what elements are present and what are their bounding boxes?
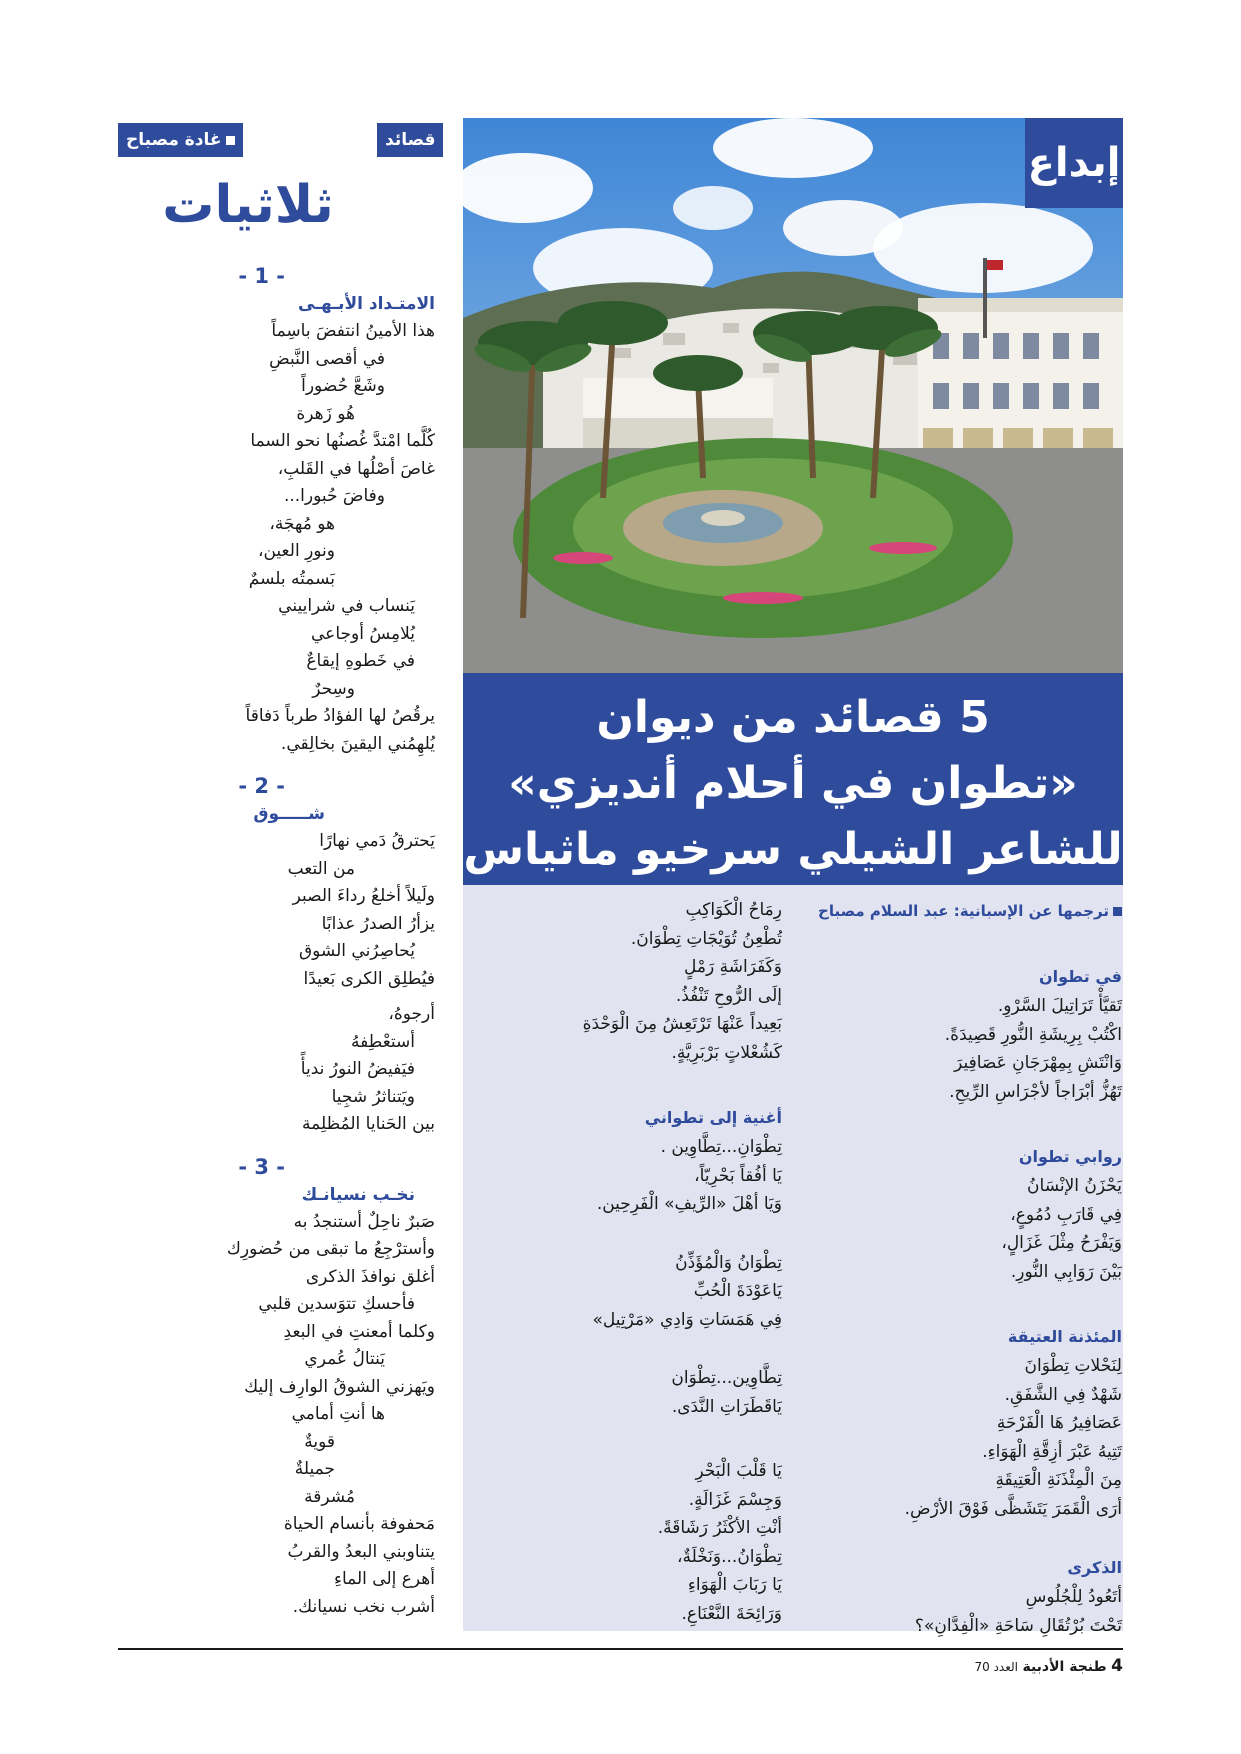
poem-line: يَا قَلْبَ الْبَحْرِ (695, 1461, 782, 1481)
poem-line: ونورِ العين، (258, 541, 335, 561)
poem-line: أهرع إلى الماءِ (334, 1569, 435, 1589)
poem-title: الامتـداد الأبـهـى (298, 294, 435, 314)
poem-line: كَشُعْلاتٍ بَرْبَرِيَّةٍ. (671, 1042, 782, 1063)
poem-line: تِطْوَانُ...وَنَخْلَةٌ، (676, 1546, 782, 1567)
poem-block (482, 896, 782, 1067)
poem-line: عَصَافِيرُ هَا الْفَرْحَةِ (996, 1413, 1122, 1433)
article-title-line-3: للشاعر الشيلي سرخيو ماثياس (463, 824, 1123, 875)
poem-number: - 1 - (238, 264, 285, 288)
poem-line: في خَطوهِ إيقاعٌ (306, 651, 415, 671)
poem-title: المئذنة العتيقة (1007, 1327, 1122, 1346)
poem-line: بَعِيداً عَنْهَا تَرْتَعِشُ مِنَ الْوَحْدَةِ (582, 1014, 782, 1034)
poem-line: أرجوهُ، (388, 1004, 435, 1024)
poem-title: روابي تطوان (1018, 1147, 1122, 1166)
poem-line: أشرب نخب نسيانك. (292, 1596, 435, 1617)
poem-line: تَتِيهُ عَبْرَ أزِقَّةِ الْهَوَاءِ. (982, 1441, 1122, 1462)
poem-line: ويَتناثرُ شجِيا (331, 1086, 415, 1107)
poem-line: تِطَّاوِين...تِطْوَان (671, 1368, 782, 1388)
poem-line: كُلَّما امْتدَّ غُصنُها نحو السما (250, 431, 435, 451)
poem-block (800, 962, 1122, 1106)
poem-line: شَهْدٌ فِي الشَّفَقِ. (1004, 1384, 1122, 1405)
poem-line: يُلهِمُني اليقينَ بخالِقي. (280, 733, 435, 754)
poem-line: فأحسكِ تتوَسدين قلبي (258, 1294, 415, 1314)
poem-line: اكْتُبْ بِرِيشَةِ النُّورِ قَصِيدَةً. (944, 1024, 1122, 1045)
poem-block (800, 1322, 1122, 1523)
poem-line: صَبرٌ ناحِلٌ أستنجدُ به (293, 1211, 435, 1232)
category-tag: قصائد (377, 123, 443, 157)
poem-line: بَسمتُه بلسمٌ (248, 568, 335, 589)
poem-line: ولَيلاً أخلعُ رداءَ الصبر (292, 886, 435, 906)
poem-line: يَحْزَنُ الإنْسَانُ (1027, 1176, 1122, 1196)
poem-line: يَا أفُقاً بَحْرِيّاً، (694, 1165, 782, 1186)
poem-line: وسِحرٌ (312, 678, 355, 699)
poem-line: إلَى الرُّوحِ تَنْفُذُ. (675, 985, 782, 1006)
article-title (463, 673, 1123, 885)
section-badge: إبداع (1025, 118, 1123, 208)
poem-block (482, 1364, 782, 1421)
poem-line: وأسترْجِعُ ما تبقى من حُضورِك (226, 1239, 435, 1259)
poem-title: في تطوان (1039, 967, 1122, 986)
article-title-line-2: «تطوان في أحلام أنديزي» (508, 758, 1078, 809)
poem-block (800, 1553, 1122, 1640)
poem-line: وَانْتَشِ بِمِهْرَجَانِ عَصَافِيرَ (954, 1053, 1122, 1073)
translated-poems-middle-column (482, 896, 782, 1628)
poem-line: وشَعَّ حُضوراً (301, 376, 385, 396)
poem-line: فِي قَارَبِ دُمُوعٍ، (1010, 1204, 1122, 1225)
author-tag: غادة مصباح (118, 123, 243, 157)
poem-line: يُلامِسُ أوجاعي (311, 623, 415, 644)
poem-line: يَنساب في شراييني (278, 596, 415, 616)
poem-line: أغلق نوافذَ الذكرى (305, 1266, 435, 1287)
poem-number: - 3 - (238, 1154, 285, 1179)
poem-line: أرَى الْقَمَرَ يَتَشَظَّى فَوْقَ الأرْضِ. (904, 1498, 1122, 1519)
poem-line: أنْتِ الأكْثَرُ رَشَاقَةً. (657, 1518, 782, 1538)
city-square-photo (463, 118, 1123, 673)
poem-line: رِمَاحُ الْكَوَاكِبِ (685, 900, 782, 920)
poem-line: يَاقَطَرَاتِ النَّدَى. (671, 1396, 782, 1417)
poem-line: يرقُصُ لها الفؤادُ طرباً دَفاقاً (245, 706, 435, 726)
poem-line: يَاعَوْدَةَ الْحُبِّ (693, 1281, 782, 1301)
poem-line: يَا رَبَابَ الْهَوَاءِ (687, 1575, 782, 1595)
poem-line: يَنتالُ عُمري (304, 1349, 385, 1369)
poem-title: شـــــوق (253, 804, 325, 824)
poem-line: ويَهزني الشوقُ الوارِف إليك (244, 1376, 435, 1397)
square-bullet-icon (226, 136, 235, 145)
poem-line: وَكَفَرَاشَةِ رَمْلٍ (684, 957, 782, 977)
poem-title: أغنية إلى تطواني (644, 1108, 782, 1127)
poem-line: غاصَ أصْلُها في القَلبِ، (277, 458, 435, 479)
poem-line: مُشرقة (304, 1486, 355, 1507)
poem-line: يزأرُ الصدرُ عذابًا (321, 913, 435, 934)
poem-line: ها أنتِ أمامي (291, 1404, 385, 1424)
poem-line: تَحْتَ بُرْتُقَالِ سَاحَةِ «الْفِدَّانِ»؟ (914, 1615, 1122, 1636)
poem-line: تُطْعِنُ تُوَيْجَاتِ تِطْوَانَ. (630, 928, 782, 949)
poem-block (482, 1249, 782, 1335)
poem-line: لِنَحْلاتِ تِطْوَانَ (1024, 1356, 1122, 1376)
poem-line: مِنَ الْمِئْذَنَةِ الْعَتِيقَةِ (995, 1470, 1122, 1490)
tetouan-photo-illustration (463, 118, 1123, 673)
poem-block (482, 1103, 782, 1219)
poem-number: - 2 - (238, 774, 285, 798)
poem-block (800, 1142, 1122, 1286)
poem-line: تَقيَّأْ تَرَاتِيلَ السَّرْوِ. (997, 996, 1122, 1016)
article-title-line-1: 5 قصائد من ديوان (596, 692, 990, 743)
poem-line: وَجِسْمَ غَزَالَةٍ. (688, 1489, 782, 1510)
poem-block (482, 1457, 782, 1628)
translated-poems-right-column (800, 896, 1122, 1640)
poem-line: هُو زَهرة (296, 403, 355, 424)
poem-line: تِطْوَانُ وَالْمُؤَذِّنُ (675, 1252, 782, 1273)
left-poems-column (160, 262, 435, 1621)
poem-line: يَحترقُ دَمي نهارًا (319, 831, 435, 851)
poem-line: أستعْطِفهُ (351, 1031, 415, 1052)
poem-line: أتَعُودُ لِلْجُلُوسِ (1025, 1587, 1122, 1607)
poem-title: الذكرى (1067, 1558, 1122, 1577)
poem-line: فيَفيضُ النورُ نديأً (300, 1059, 415, 1079)
translator-credit: ترجمها عن الإسبانية: عبد السلام مصباح (800, 896, 1122, 926)
poem-line: فيُطلِق الكرى بَعيدًا (303, 968, 435, 989)
poem-line: هذا الأمينُ انتفضَ باسِماً (271, 321, 435, 341)
square-bullet-icon (1113, 907, 1122, 916)
poem-line: يُحاصِرُني الشوق (298, 941, 415, 961)
poem-line: وَيَا أهْلَ «الرِّيفِ» الْفَرِحِين. (596, 1194, 782, 1214)
poem-line: بين الحَنايا المُظلِمة (302, 1114, 435, 1134)
magazine-name: طنجة الأدبية (1022, 1659, 1107, 1675)
page-footer (900, 1656, 1123, 1676)
poem-line: وَرَائِحَةَ النَّعْنَاعِ. (681, 1603, 782, 1624)
poem-line: وَيَفْرَحُ مِثْلَ غَزَالٍ، (1001, 1233, 1122, 1253)
poem-series-title: ثلاثيات (162, 175, 334, 235)
poem-line: مَحفوفة بأنسام الحياة (283, 1514, 435, 1534)
poem-line: وفاضَ حُبورا... (283, 486, 385, 506)
poem-line: تِطْوَانِ...تِطَّاوِين . (660, 1137, 782, 1157)
poem-line: بَيْنَ رَوَابِي النُّورِ. (1010, 1261, 1122, 1282)
footer-rule (118, 1648, 1123, 1650)
page-number: 4 (1111, 1656, 1123, 1676)
poem-line: هو مُهجَة، (269, 513, 335, 534)
poem-line: جميلةٌ (294, 1459, 335, 1479)
poem-line: قويةٌ (304, 1431, 335, 1452)
poem-line: يتناوبني البعدُ والقربُ (287, 1541, 435, 1562)
poem-line: وكلما أمعنتِ في البعدِ (283, 1321, 435, 1342)
poem-line: تَهُزُّ أبْرَاجاً لأجْرَاسِ الرِّيحِ. (949, 1081, 1122, 1102)
poem-line: فِي هَمَسَاتِ وَادِي «مَرْتِيل» (592, 1309, 782, 1330)
poem-line: من التعب (287, 858, 355, 879)
poem-line: في أقصى النَّبضِ (269, 348, 385, 369)
issue-number: العدد 70 (974, 1660, 1019, 1674)
poem-title: نخـب نسيانـك (301, 1184, 415, 1205)
